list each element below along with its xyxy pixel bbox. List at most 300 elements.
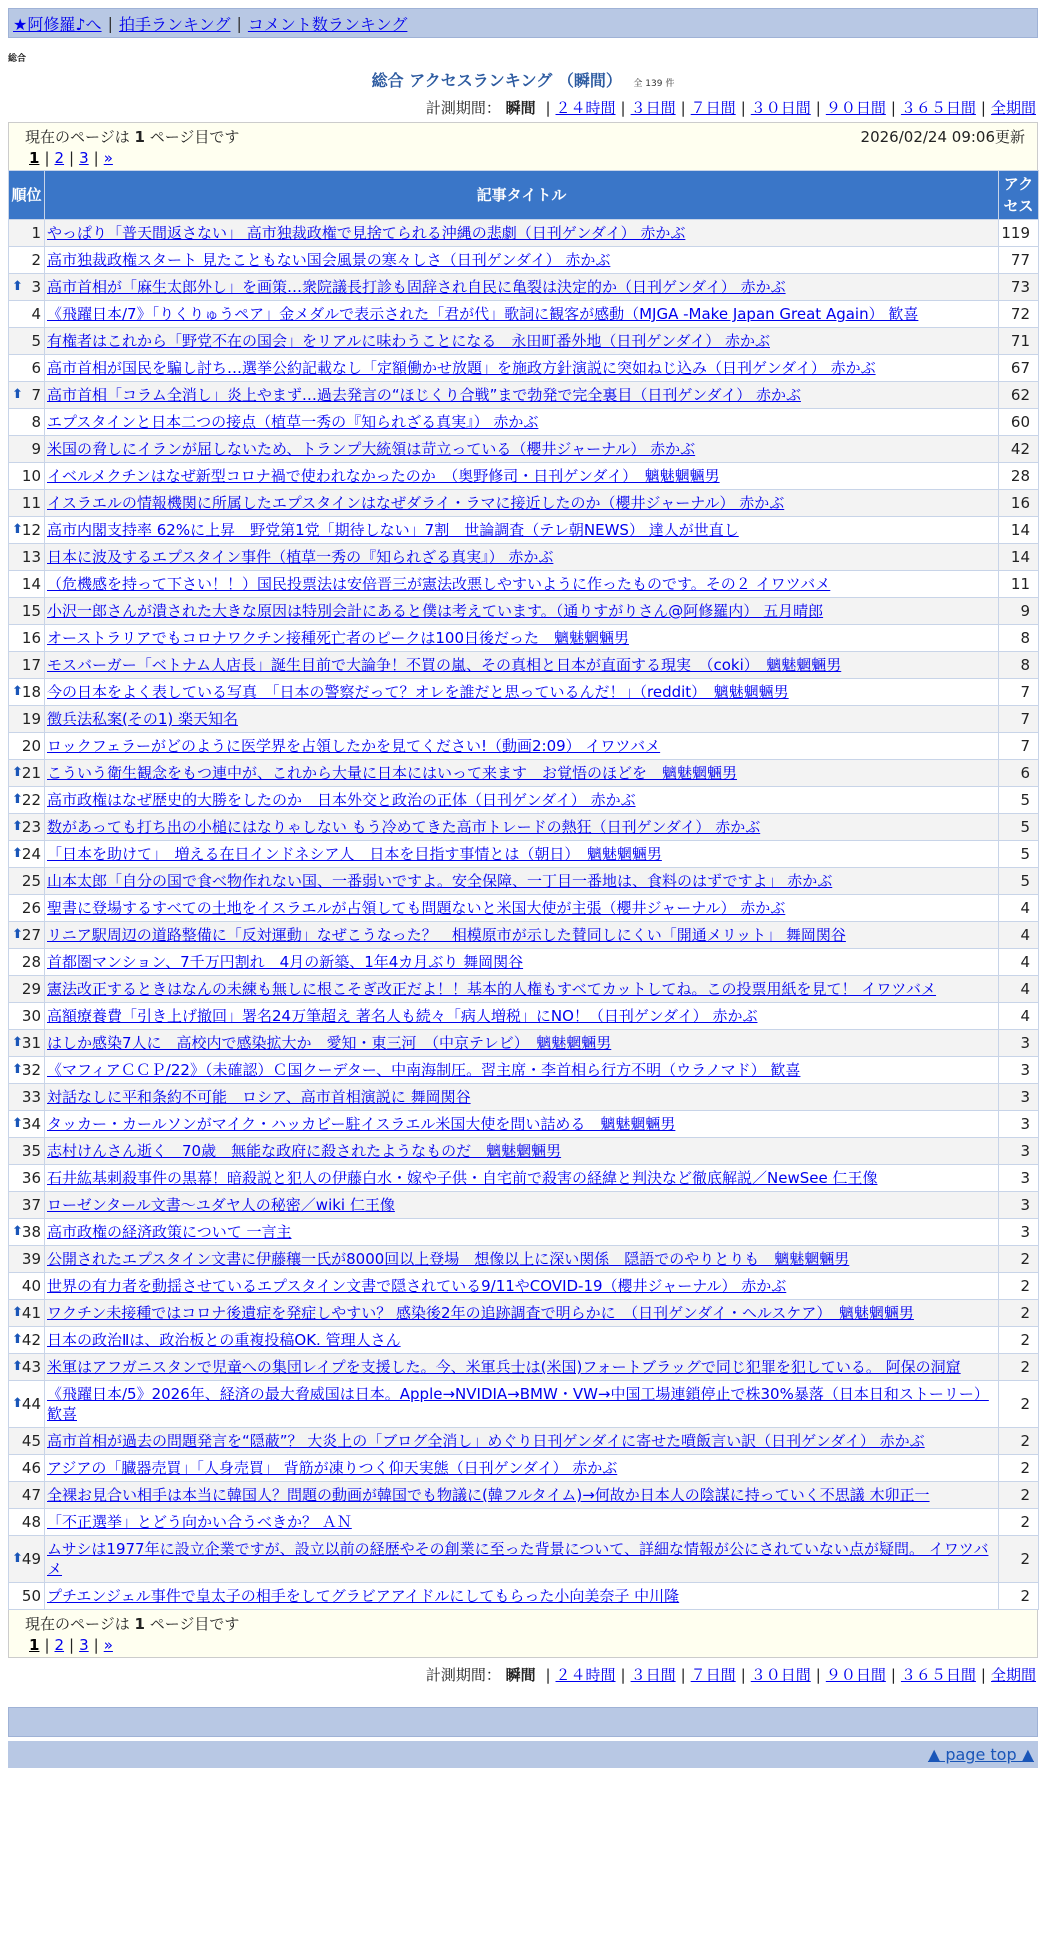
title-cell [45, 1354, 999, 1381]
title-cell [45, 841, 999, 868]
pager-separator: | [44, 149, 50, 167]
rank-number: 30 [21, 1007, 41, 1025]
access-count: 6 [999, 760, 1039, 787]
article-link[interactable]: ワクチン未接種ではコロナ後遺症を発症しやすい？ 感染後2年の追跡調査で明らかに （日刊ゲンダイ・ヘルスケア） 魑魅魍魎男 [47, 1304, 914, 1322]
table-row [9, 895, 1039, 922]
rank-number: 40 [21, 1277, 41, 1295]
comment-ranking-link[interactable]: コメント数ランキング [247, 14, 408, 34]
pager-link[interactable]: 2 [54, 149, 65, 167]
up-arrow-icon: ⬆ [12, 1116, 23, 1131]
title-cell [45, 1057, 999, 1084]
pager-link[interactable]: 3 [79, 1636, 89, 1654]
article-link[interactable]: 聖書に登場するすべての土地をイスラエルが占領しても問題ないと米国大使が主張（櫻井ジャーナル） 赤かぶ [47, 899, 786, 917]
access-count: 119 [999, 220, 1039, 247]
title-cell [45, 301, 999, 328]
access-count: 71 [999, 328, 1039, 355]
article-link[interactable]: はしか感染7人に 高校内で感染拡大か 愛知・東三河 （中京テレビ） 魑魅魍魎男 [47, 1034, 612, 1052]
rank-cell [9, 1428, 45, 1455]
period-link[interactable]: 全期間 [990, 99, 1036, 117]
ranking-table-body [9, 220, 1039, 1610]
period-label: 計測期間： [425, 1666, 501, 1684]
page-status-text [25, 126, 239, 147]
title-cell [45, 922, 999, 949]
article-link[interactable]: 高額療養費「引き上げ撤回」署名24万筆超え 著名人も続々「病人増税」にNO！（日刊ゲンダイ） 赤かぶ [47, 1007, 758, 1025]
table-row [9, 220, 1039, 247]
rank-number: 17 [21, 656, 41, 674]
access-count: 7 [999, 679, 1039, 706]
period-label: 計測期間： [425, 99, 501, 117]
rank-number: 27 [21, 926, 41, 944]
access-count: 3 [999, 1165, 1039, 1192]
access-count: 3 [999, 1219, 1039, 1246]
pager-link[interactable]: 3 [79, 149, 89, 167]
title-cell [45, 328, 999, 355]
article-link[interactable]: 高市政権はなぜ歴史的大勝をしたのか 日本外交と政治の正体（日刊ゲンダイ） 赤かぶ [47, 791, 636, 809]
article-link[interactable]: オーストラリアでもコロナワクチン接種死亡者のピークは100日後だった 魑魅魍魎男 [47, 629, 629, 647]
page-status-post: ページ目です [149, 128, 240, 146]
table-row [9, 274, 1039, 301]
rank-number: 26 [21, 899, 41, 917]
article-link[interactable]: 米軍はアフガニスタンで児童への集団レイプを支援した。今、米軍兵士は(米国)フォートブラッグで同じ犯罪を犯している。 阿保の洞窟 [47, 1358, 961, 1376]
table-row [9, 922, 1039, 949]
rank-cell [9, 517, 45, 544]
article-link[interactable]: 米国の脅しにイランが屈しないため、トランプ大統領は苛立っている（櫻井ジャーナル） 赤かぶ [47, 440, 696, 458]
access-count: 4 [999, 895, 1039, 922]
article-link[interactable]: 《飛躍日本/5》2026年、経済の最大脅威国は日本。Apple→NVIDIA→BMW・VW→中国工場連鎖停止で株30%暴落（日本日和ストーリー） 歓喜 [47, 1385, 989, 1423]
rank-number: 2 [31, 251, 41, 269]
article-link[interactable]: 高市首相が国民を騙し討ち…選挙公約記載なし「定額働かせ放題」を施政方針演説に突如ねじ込み（日刊ゲンダイ） 赤かぶ [47, 359, 876, 377]
rank-number: 39 [21, 1250, 41, 1268]
rank-cell [9, 1030, 45, 1057]
total-count: 全 139 件 [633, 79, 675, 89]
period-link[interactable]: 全期間 [990, 1666, 1036, 1684]
table-row [9, 706, 1039, 733]
title-cell [45, 1327, 999, 1354]
title-cell [45, 949, 999, 976]
period-link[interactable]: ３０日間 [750, 1666, 811, 1684]
access-count: 3 [999, 1192, 1039, 1219]
table-row [9, 949, 1039, 976]
period-separator: | [545, 99, 551, 117]
article-link[interactable]: リニア駅周辺の道路整備に「反対運動」なぜこうなった？ 相模原市が示した賛同しにくい「開通メリット」 舞岡関谷 [47, 926, 846, 944]
article-link[interactable]: 日本に波及するエプスタイン事件（植草一秀の『知られざる真実』） 赤かぶ [47, 548, 554, 566]
rank-cell [9, 841, 45, 868]
pager-current[interactable]: 1 [29, 1636, 40, 1654]
access-count: 2 [999, 1455, 1039, 1482]
article-link[interactable]: 首都圏マンション、7千万円割れ 4月の新築、1年4カ月ぶり 舞岡関谷 [47, 953, 524, 971]
rank-number: 45 [21, 1432, 41, 1450]
pager-separator: | [93, 1636, 99, 1654]
title-cell [45, 544, 999, 571]
up-arrow-icon: ⬆ [12, 846, 23, 861]
period-separator: | [890, 99, 896, 117]
page-status-top [8, 122, 1038, 170]
article-link[interactable]: 「不正選挙」とどう向かい合うべきか？ ＡＮ [47, 1513, 352, 1531]
table-row [9, 1192, 1039, 1219]
period-separator: | [620, 99, 626, 117]
page-top-link[interactable]: ▲ page top ▲ [927, 1745, 1034, 1764]
title-cell [45, 490, 999, 517]
article-link[interactable]: 《マフィアＣＣＰ/22》（未確認）Ｃ国クーデター、中南海制圧。習主席・李首相ら行方不明（ウラノマド） 歓喜 [47, 1061, 801, 1079]
article-link[interactable]: イベルメクチンはなぜ新型コロナ禍で使われなかったのか （奥野修司・日刊ゲンダイ） 魑魅魍魎男 [47, 467, 720, 485]
period-separator: | [740, 99, 746, 117]
rank-number: 15 [21, 602, 41, 620]
article-link[interactable]: 憲法改正するときはなんの未練も無しに根こそぎ改正だよ！！基本的人権もすべてカットしてね。この投票用紙を見て！ イワツバメ [47, 980, 937, 998]
article-link[interactable]: 高市首相が過去の問題発言を“隠蔽”？ 大炎上の「ブログ全消し」めぐり日刊ゲンダイに寄せた噴飯言い訳（日刊ゲンダイ） 赤かぶ [47, 1432, 925, 1450]
table-row [9, 1138, 1039, 1165]
rank-number: 41 [21, 1304, 41, 1322]
period-selector-bottom [8, 1664, 1038, 1685]
access-count: 72 [999, 301, 1039, 328]
pager-separator: | [93, 149, 99, 167]
rank-cell [9, 706, 45, 733]
article-link[interactable]: 全裸お見合い相手は本当に韓国人？問題の動画が韓国でも物議に(韓フルタイム)→何故か日本人の陰謀に持っていく不思議 木卯正一 [47, 1486, 930, 1504]
article-link[interactable]: 石井紘基刺殺事件の黒幕！暗殺説と犯人の伊藤白水・嫁や子供・自宅前で殺害の経緯と判決など徹底解説／NewSee 仁王像 [47, 1169, 878, 1187]
category-label: 総合 [8, 54, 27, 64]
period-separator: | [545, 1666, 551, 1684]
rank-number: 49 [21, 1550, 41, 1568]
access-count: 8 [999, 652, 1039, 679]
rank-cell [9, 1246, 45, 1273]
article-link[interactable]: ムサシは1977年に設立企業ですが、設立以前の経歴やその創業に至った背景について、詳細な情報が公にされていない点が疑問。 イワツバメ [47, 1540, 989, 1578]
article-link[interactable]: 《飛躍日本/7》「りくりゅうペア」金メダルで表示された「君が代」歌詞に観客が感動（MJGA -Make Japan Great Again） 歓喜 [47, 305, 919, 323]
pager-current[interactable]: 1 [29, 149, 40, 167]
page-status-num: 1 [134, 1615, 145, 1633]
title-cell [45, 760, 999, 787]
article-link[interactable]: タッカー・カールソンがマイク・ハッカビー駐イスラエル米国大使を問い詰める 魑魅魍魎男 [47, 1115, 676, 1133]
period-link[interactable]: ９０日間 [825, 99, 886, 117]
article-link[interactable]: モスバーガー「ベトナム人店長」誕生目前で大論争！不買の嵐、その真相と日本が直面する現実 （coki） 魑魅魍魎男 [47, 656, 842, 674]
rank-cell [9, 1273, 45, 1300]
up-arrow-icon: ⬆ [12, 1224, 23, 1239]
up-arrow-icon: ⬆ [12, 927, 23, 942]
rank-number: 28 [21, 953, 41, 971]
table-row [9, 1327, 1039, 1354]
title-cell [45, 1138, 999, 1165]
up-arrow-icon: ⬆ [12, 792, 23, 807]
table-row [9, 301, 1039, 328]
period-links [540, 1666, 1036, 1684]
rank-cell [9, 895, 45, 922]
access-count: 42 [999, 436, 1039, 463]
period-link[interactable]: ３日間 [630, 99, 676, 117]
access-count: 67 [999, 355, 1039, 382]
access-count: 3 [999, 1030, 1039, 1057]
access-count: 4 [999, 922, 1039, 949]
rank-cell [9, 976, 45, 1003]
home-link[interactable]: ★阿修羅♪へ [13, 14, 102, 34]
pager-next[interactable]: » [103, 149, 113, 167]
article-link[interactable]: やっぱり「普天間返さない」 高市独裁政権で見捨てられる沖縄の悲劇（日刊ゲンダイ） 赤かぶ [47, 224, 686, 242]
rank-cell [9, 652, 45, 679]
article-link[interactable]: 高市独裁政権スタート 見たこともない国会風景の寒々しさ（日刊ゲンダイ） 赤かぶ [47, 251, 611, 269]
access-count: 2 [999, 1246, 1039, 1273]
access-count: 14 [999, 517, 1039, 544]
access-count: 2 [999, 1583, 1039, 1610]
table-row [9, 652, 1039, 679]
nav-separator: | [107, 13, 113, 33]
rank-cell [9, 382, 45, 409]
table-row [9, 976, 1039, 1003]
access-count: 60 [999, 409, 1039, 436]
rank-number: 43 [21, 1358, 41, 1376]
period-link[interactable]: ３日間 [630, 1666, 676, 1684]
up-arrow-icon: ⬆ [12, 819, 23, 834]
up-arrow-icon: ⬆ [12, 1035, 23, 1050]
up-arrow-icon: ⬆ [12, 1396, 23, 1411]
pager-next[interactable]: » [103, 1636, 113, 1654]
article-link[interactable]: 世界の有力者を動揺させているエプスタイン文書で隠されている9/11やCOVID-19（櫻井ジャーナル） 赤かぶ [47, 1277, 787, 1295]
table-row [9, 463, 1039, 490]
article-link[interactable]: アジアの「臓器売買」「人身売買」 背筋が凍りつく仰天実態（日刊ゲンダイ） 赤かぶ [47, 1459, 618, 1477]
rank-cell [9, 544, 45, 571]
rank-number: 16 [21, 629, 41, 647]
rank-cell [9, 463, 45, 490]
title-cell [45, 868, 999, 895]
table-row [9, 787, 1039, 814]
pager-top [25, 149, 1025, 167]
access-count: 11 [999, 571, 1039, 598]
period-selector-top [8, 97, 1038, 118]
title-cell [45, 1482, 999, 1509]
period-separator: | [980, 1666, 986, 1684]
article-link[interactable]: 高市首相「コラム全消し」炎上やまず…過去発言の“ほじくり合戦”まで勃発で完全裏目（日刊ゲンダイ） 赤かぶ [47, 386, 801, 404]
access-count: 14 [999, 544, 1039, 571]
article-link[interactable]: 公開されたエプスタイン文書に伊藤穰一氏が8000回以上登場 想像以上に深い関係 隠語でのやりとりも 魑魅魍魎男 [47, 1250, 850, 1268]
up-arrow-icon: ⬆ [12, 765, 23, 780]
period-links [540, 99, 1036, 117]
rank-number: 34 [21, 1115, 41, 1133]
rank-number: 8 [31, 413, 41, 431]
rank-number: 10 [21, 467, 41, 485]
nav-separator: | [236, 13, 242, 33]
article-link[interactable]: こういう衛生観念をもつ連中が、これから大量に日本にはいって来ます お覚悟のほどを 魑魅魍魎男 [47, 764, 738, 782]
rank-number: 9 [31, 440, 41, 458]
page-status-post: ページ目です [149, 1615, 240, 1633]
clap-ranking-link[interactable]: 拍手ランキング [118, 14, 231, 34]
article-link[interactable]: 「日本を助けて」 増える在日インドネシア人 日本を目指す事情とは（朝日） 魑魅魍魎男 [47, 845, 662, 863]
table-row [9, 1057, 1039, 1084]
access-count: 4 [999, 1003, 1039, 1030]
period-link[interactable]: ２４時間 [555, 1666, 616, 1684]
table-row [9, 490, 1039, 517]
rank-cell [9, 625, 45, 652]
rank-cell [9, 787, 45, 814]
rank-number: 5 [31, 332, 41, 350]
title-cell [45, 517, 999, 544]
article-link[interactable]: 高市首相が「麻生太郎外し」を画策…衆院議長打診も固辞され自民に亀裂は決定的か（日刊ゲンダイ） 赤かぶ [47, 278, 786, 296]
period-separator: | [815, 99, 821, 117]
rank-number: 37 [21, 1196, 41, 1214]
table-row [9, 544, 1039, 571]
table-row [9, 733, 1039, 760]
title-cell [45, 1273, 999, 1300]
title-cell [45, 355, 999, 382]
rank-cell [9, 679, 45, 706]
table-row [9, 679, 1039, 706]
title-cell [45, 706, 999, 733]
rank-cell [9, 1003, 45, 1030]
article-link[interactable]: 志村けんさん逝く 70歳 無能な政府に殺されたようなものだ 魑魅魍魎男 [47, 1142, 562, 1160]
updated-timestamp: 2026/02/24 09:06更新 [860, 128, 1025, 146]
rank-number: 19 [21, 710, 41, 728]
article-link[interactable]: 対話なしに平和条約不可能 ロシア、高市首相演説に 舞岡関谷 [47, 1088, 471, 1106]
title-cell [45, 679, 999, 706]
title-cell [45, 274, 999, 301]
table-row [9, 409, 1039, 436]
title-cell [45, 895, 999, 922]
rank-cell [9, 922, 45, 949]
access-count: 5 [999, 868, 1039, 895]
table-row [9, 328, 1039, 355]
up-arrow-icon: ⬆ [12, 1359, 23, 1374]
rank-cell [9, 247, 45, 274]
table-row [9, 868, 1039, 895]
article-link[interactable]: 数があっても打ち出の小槌にはなりゃしない もう冷めてきた高市トレードの熱狂（日刊ゲンダイ） 赤かぶ [47, 818, 761, 836]
title-cell [45, 382, 999, 409]
rank-cell [9, 1455, 45, 1482]
access-count: 3 [999, 1084, 1039, 1111]
access-count: 3 [999, 1057, 1039, 1084]
title-cell [45, 652, 999, 679]
article-link[interactable]: 高市政権の経済政策について 一言主 [47, 1223, 292, 1241]
rank-number: 44 [21, 1395, 41, 1413]
access-count: 77 [999, 247, 1039, 274]
access-count: 5 [999, 814, 1039, 841]
access-count: 7 [999, 706, 1039, 733]
title-cell [45, 787, 999, 814]
title-header: 記事タイトル [45, 171, 999, 220]
title-cell [45, 1300, 999, 1327]
page-status-text [25, 1613, 1025, 1634]
rank-cell [9, 490, 45, 517]
table-row [9, 1030, 1039, 1057]
access-count: 2 [999, 1273, 1039, 1300]
article-link[interactable]: 今の日本をよく表している写真 「日本の警察だって？オレを誰だと思っているんだ！」（reddit） 魑魅魍魎男 [47, 683, 789, 701]
title-cell [45, 598, 999, 625]
rank-cell [9, 1111, 45, 1138]
period-link[interactable]: ３６５日間 [900, 1666, 976, 1684]
up-arrow-icon: ⬆ [12, 684, 23, 699]
period-link[interactable]: ３０日間 [750, 99, 811, 117]
rank-cell [9, 1138, 45, 1165]
up-arrow-icon: ⬆ [12, 387, 23, 402]
rank-cell [9, 1509, 45, 1536]
rank-number: 4 [31, 305, 41, 323]
article-link[interactable]: 高市内閣支持率 62%に上昇 野党第1党「期待しない」7割 世論調査（テレ朝NEWS） 達人が世直し [47, 521, 739, 539]
period-link[interactable]: ９０日間 [825, 1666, 886, 1684]
title-cell [45, 1246, 999, 1273]
article-link[interactable]: ローゼンタール文書～ユダヤ人の秘密／wiki 仁王像 [47, 1196, 395, 1214]
table-row [9, 382, 1039, 409]
table-row [9, 598, 1039, 625]
rank-number: 21 [21, 764, 41, 782]
rank-number: 12 [21, 521, 41, 539]
rank-number: 3 [31, 278, 41, 296]
article-link[interactable]: 小沢一郎さんが潰された大きな原因は特別会計にあると僕は考えています。（通りすがりさん@阿修羅内） 五月晴郎 [47, 602, 824, 620]
title-cell [45, 1509, 999, 1536]
access-count: 2 [999, 1381, 1039, 1428]
article-link[interactable]: イスラエルの情報機関に所属したエプスタインはなぜダライ・ラマに接近したのか（櫻井ジャーナル） 赤かぶ [47, 494, 785, 512]
period-link[interactable]: ７日間 [690, 99, 736, 117]
article-link[interactable]: 日本の政治Ⅱは、政治板との重複投稿OK. 管理人さん [47, 1331, 401, 1349]
table-row [9, 1354, 1039, 1381]
article-link[interactable]: エプスタインと日本二つの接点（植草一秀の『知られざる真実』） 赤かぶ [47, 413, 539, 431]
pager-separator: | [44, 1636, 50, 1654]
rank-cell [9, 355, 45, 382]
title-cell [45, 436, 999, 463]
access-count: 2 [999, 1354, 1039, 1381]
up-arrow-icon: ⬆ [12, 279, 23, 294]
rank-number: 42 [21, 1331, 41, 1349]
rank-number: 20 [21, 737, 41, 755]
title-cell [45, 1003, 999, 1030]
period-link[interactable]: ３６５日間 [900, 99, 976, 117]
article-link[interactable]: プチエンジェル事件で皇太子の相手をしてグラビアアイドルにしてもらった小向美奈子 中川隆 [47, 1587, 680, 1605]
title-cell [45, 463, 999, 490]
access-count: 8 [999, 625, 1039, 652]
access-count: 9 [999, 598, 1039, 625]
period-link[interactable]: ２４時間 [555, 99, 616, 117]
title-cell [45, 1583, 999, 1610]
access-count: 73 [999, 274, 1039, 301]
article-link[interactable]: 有権者はこれから「野党不在の国会」をリアルに味わうことになる 永田町番外地（日刊ゲンダイ） 赤かぶ [47, 332, 770, 350]
table-row [9, 760, 1039, 787]
pager-separator: | [69, 1636, 75, 1654]
table-row [9, 1246, 1039, 1273]
up-arrow-icon: ⬆ [12, 1305, 23, 1320]
title-cell [45, 814, 999, 841]
table-row [9, 1536, 1039, 1583]
article-link[interactable]: 山本太郎「自分の国で食べ物作れない国、一番弱いですよ。安全保障、一丁目一番地は、食料のはずですよ」 赤かぶ [47, 872, 833, 890]
rank-cell [9, 868, 45, 895]
title-cell [45, 571, 999, 598]
title-cell [45, 733, 999, 760]
rank-number: 13 [21, 548, 41, 566]
rank-cell [9, 1583, 45, 1610]
rank-cell [9, 409, 45, 436]
pager-link[interactable]: 2 [54, 1636, 65, 1654]
title-cell [45, 1111, 999, 1138]
rank-cell [9, 1327, 45, 1354]
up-arrow-icon: ⬆ [12, 1332, 23, 1347]
access-count: 5 [999, 841, 1039, 868]
table-row [9, 517, 1039, 544]
rank-number: 33 [21, 1088, 41, 1106]
rank-number: 7 [31, 386, 41, 404]
rank-cell [9, 598, 45, 625]
rank-number: 38 [21, 1223, 41, 1241]
rank-cell [9, 220, 45, 247]
title-cell [45, 1428, 999, 1455]
period-separator: | [740, 1666, 746, 1684]
article-link[interactable]: 徴兵法私案(その1) 楽天知名 [47, 710, 239, 728]
access-count: 5 [999, 787, 1039, 814]
article-link[interactable]: ロックフェラーがどのように医学界を占領したかを見てください!（動画2:09） イワツバメ [47, 737, 661, 755]
access-count: 4 [999, 976, 1039, 1003]
table-row [9, 1455, 1039, 1482]
page-status-pre: 現在のページは [25, 128, 130, 146]
rank-number: 36 [21, 1169, 41, 1187]
title-cell [45, 1536, 999, 1583]
table-row [9, 1003, 1039, 1030]
period-link[interactable]: ７日間 [690, 1666, 736, 1684]
access-count: 2 [999, 1509, 1039, 1536]
rank-number: 48 [21, 1513, 41, 1531]
table-header-row [9, 171, 1039, 220]
rank-cell [9, 1057, 45, 1084]
article-link[interactable]: （危機感を持って下さい！！）国民投票法は安倍晋三が憲法改悪しやすいように作ったものです。その２ イワツバメ [47, 575, 831, 593]
